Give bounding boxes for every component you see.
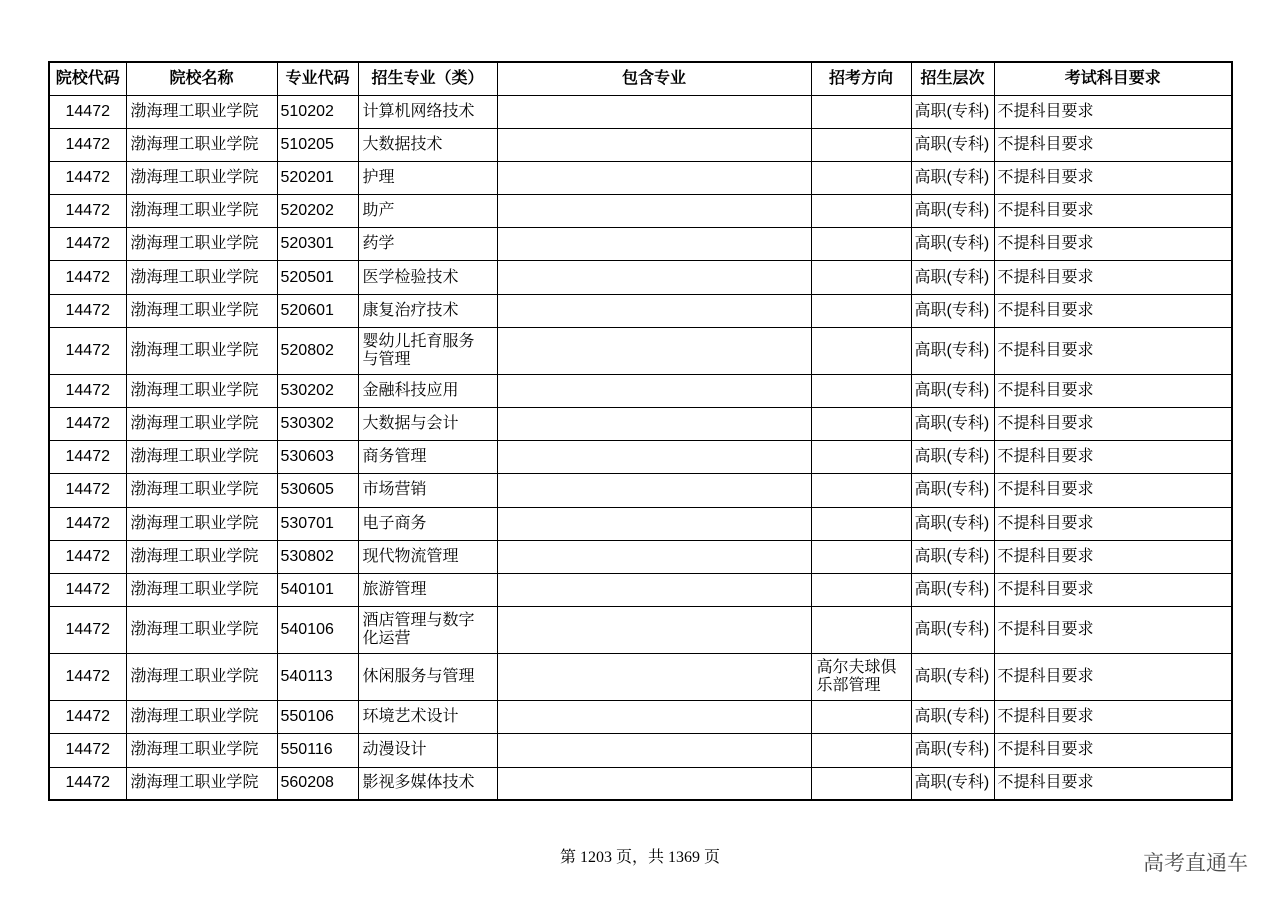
cell-major-code: 510205	[277, 128, 358, 161]
cell-level: 高职(专科)	[911, 507, 994, 540]
cell-major: 酒店管理与数字化运营	[358, 607, 497, 654]
cell-school-name: 渤海理工职业学院	[126, 607, 277, 654]
table-row	[49, 540, 1232, 573]
cell-major-code: 520501	[277, 261, 358, 294]
cell-included-majors	[497, 128, 811, 161]
cell-major: 现代物流管理	[358, 540, 497, 573]
cell-major-code: 520301	[277, 228, 358, 261]
cell-school-name: 渤海理工职业学院	[126, 654, 277, 701]
cell-major-code: 550116	[277, 734, 358, 767]
cell-included-majors	[497, 408, 811, 441]
header-school-code: 院校代码	[49, 62, 126, 95]
cell-included-majors	[497, 540, 811, 573]
cell-included-majors	[497, 294, 811, 327]
cell-major: 影视多媒体技术	[358, 767, 497, 800]
cell-direction	[811, 607, 911, 654]
cell-school-name: 渤海理工职业学院	[126, 507, 277, 540]
table-row	[49, 654, 1232, 701]
cell-direction	[811, 573, 911, 606]
cell-direction	[811, 95, 911, 128]
table-row	[49, 161, 1232, 194]
header-major-code: 专业代码	[277, 62, 358, 95]
cell-subject-requirement: 不提科目要求	[994, 540, 1232, 573]
cell-major: 康复治疗技术	[358, 294, 497, 327]
header-major: 招生专业（类）	[358, 62, 497, 95]
cell-subject-requirement: 不提科目要求	[994, 294, 1232, 327]
cell-school-code: 14472	[49, 374, 126, 407]
cell-major: 金融科技应用	[358, 374, 497, 407]
cell-major-code: 530603	[277, 441, 358, 474]
cell-included-majors	[497, 228, 811, 261]
cell-subject-requirement: 不提科目要求	[994, 654, 1232, 701]
cell-direction	[811, 734, 911, 767]
cell-school-code: 14472	[49, 507, 126, 540]
table-row	[49, 374, 1232, 407]
cell-major-code: 560208	[277, 767, 358, 800]
cell-school-name: 渤海理工职业学院	[126, 701, 277, 734]
cell-major: 电子商务	[358, 507, 497, 540]
table-body	[49, 95, 1232, 800]
cell-included-majors	[497, 374, 811, 407]
table-row	[49, 767, 1232, 800]
cell-subject-requirement: 不提科目要求	[994, 327, 1232, 374]
cell-subject-requirement: 不提科目要求	[994, 701, 1232, 734]
cell-direction	[811, 327, 911, 374]
cell-major-code: 540106	[277, 607, 358, 654]
cell-major: 药学	[358, 228, 497, 261]
table-row	[49, 128, 1232, 161]
cell-school-code: 14472	[49, 95, 126, 128]
cell-subject-requirement: 不提科目要求	[994, 161, 1232, 194]
cell-school-code: 14472	[49, 128, 126, 161]
table-header-row	[49, 62, 1232, 95]
cell-level: 高职(专科)	[911, 261, 994, 294]
cell-level: 高职(专科)	[911, 701, 994, 734]
cell-school-code: 14472	[49, 474, 126, 507]
cell-school-name: 渤海理工职业学院	[126, 540, 277, 573]
header-included-majors: 包含专业	[497, 62, 811, 95]
cell-level: 高职(专科)	[911, 408, 994, 441]
cell-direction	[811, 767, 911, 800]
cell-school-name: 渤海理工职业学院	[126, 474, 277, 507]
cell-direction	[811, 441, 911, 474]
cell-major: 计算机网络技术	[358, 95, 497, 128]
cell-direction	[811, 540, 911, 573]
cell-subject-requirement: 不提科目要求	[994, 374, 1232, 407]
cell-included-majors	[497, 161, 811, 194]
cell-direction	[811, 474, 911, 507]
cell-school-name: 渤海理工职业学院	[126, 374, 277, 407]
cell-included-majors	[497, 654, 811, 701]
cell-school-name: 渤海理工职业学院	[126, 195, 277, 228]
cell-direction	[811, 408, 911, 441]
cell-included-majors	[497, 701, 811, 734]
cell-included-majors	[497, 327, 811, 374]
cell-major-code: 520601	[277, 294, 358, 327]
header-level: 招生层次	[911, 62, 994, 95]
cell-included-majors	[497, 767, 811, 800]
cell-major: 市场营销	[358, 474, 497, 507]
table-row	[49, 507, 1232, 540]
cell-major-code: 530605	[277, 474, 358, 507]
cell-school-name: 渤海理工职业学院	[126, 734, 277, 767]
cell-school-name: 渤海理工职业学院	[126, 408, 277, 441]
cell-major: 助产	[358, 195, 497, 228]
table-row	[49, 607, 1232, 654]
cell-school-code: 14472	[49, 654, 126, 701]
cell-major: 商务管理	[358, 441, 497, 474]
cell-subject-requirement: 不提科目要求	[994, 767, 1232, 800]
cell-direction	[811, 228, 911, 261]
table-row	[49, 701, 1232, 734]
page-number: 第 1203 页，共 1369 页	[559, 849, 720, 866]
cell-major-code: 530802	[277, 540, 358, 573]
cell-direction	[811, 195, 911, 228]
cell-level: 高职(专科)	[911, 95, 994, 128]
cell-major-code: 520202	[277, 195, 358, 228]
cell-school-name: 渤海理工职业学院	[126, 228, 277, 261]
cell-school-name: 渤海理工职业学院	[126, 261, 277, 294]
cell-direction	[811, 294, 911, 327]
cell-major-code: 550106	[277, 701, 358, 734]
cell-included-majors	[497, 734, 811, 767]
cell-included-majors	[497, 507, 811, 540]
cell-level: 高职(专科)	[911, 161, 994, 194]
cell-subject-requirement: 不提科目要求	[994, 734, 1232, 767]
cell-school-code: 14472	[49, 261, 126, 294]
cell-major-code: 530302	[277, 408, 358, 441]
table-row	[49, 195, 1232, 228]
cell-major: 休闲服务与管理	[358, 654, 497, 701]
cell-major: 旅游管理	[358, 573, 497, 606]
cell-subject-requirement: 不提科目要求	[994, 408, 1232, 441]
cell-level: 高职(专科)	[911, 654, 994, 701]
table-row	[49, 408, 1232, 441]
cell-major: 护理	[358, 161, 497, 194]
cell-major-code: 520802	[277, 327, 358, 374]
cell-level: 高职(专科)	[911, 607, 994, 654]
table-row	[49, 734, 1232, 767]
cell-major: 大数据与会计	[358, 408, 497, 441]
cell-direction	[811, 128, 911, 161]
cell-school-code: 14472	[49, 540, 126, 573]
cell-level: 高职(专科)	[911, 573, 994, 606]
cell-major-code: 540101	[277, 573, 358, 606]
cell-level: 高职(专科)	[911, 540, 994, 573]
header-school-name: 院校名称	[126, 62, 277, 95]
cell-school-code: 14472	[49, 327, 126, 374]
cell-major-code: 520201	[277, 161, 358, 194]
cell-major-code: 510202	[277, 95, 358, 128]
cell-included-majors	[497, 474, 811, 507]
cell-subject-requirement: 不提科目要求	[994, 228, 1232, 261]
cell-major: 大数据技术	[358, 128, 497, 161]
cell-subject-requirement: 不提科目要求	[994, 507, 1232, 540]
table-row	[49, 327, 1232, 374]
cell-school-name: 渤海理工职业学院	[126, 294, 277, 327]
cell-direction: 高尔夫球俱乐部管理	[811, 654, 911, 701]
table-row	[49, 294, 1232, 327]
cell-school-name: 渤海理工职业学院	[126, 161, 277, 194]
cell-school-code: 14472	[49, 441, 126, 474]
cell-level: 高职(专科)	[911, 228, 994, 261]
cell-school-code: 14472	[49, 161, 126, 194]
cell-school-code: 14472	[49, 228, 126, 261]
watermark-text: 高考直通车	[1143, 852, 1248, 875]
cell-level: 高职(专科)	[911, 294, 994, 327]
cell-level: 高职(专科)	[911, 767, 994, 800]
cell-included-majors	[497, 607, 811, 654]
table-row	[49, 228, 1232, 261]
cell-level: 高职(专科)	[911, 374, 994, 407]
cell-level: 高职(专科)	[911, 128, 994, 161]
cell-school-name: 渤海理工职业学院	[126, 573, 277, 606]
cell-included-majors	[497, 441, 811, 474]
cell-included-majors	[497, 573, 811, 606]
cell-school-name: 渤海理工职业学院	[126, 767, 277, 800]
cell-school-code: 14472	[49, 573, 126, 606]
cell-subject-requirement: 不提科目要求	[994, 195, 1232, 228]
cell-direction	[811, 161, 911, 194]
cell-subject-requirement: 不提科目要求	[994, 128, 1232, 161]
cell-school-name: 渤海理工职业学院	[126, 327, 277, 374]
cell-subject-requirement: 不提科目要求	[994, 95, 1232, 128]
cell-subject-requirement: 不提科目要求	[994, 607, 1232, 654]
cell-level: 高职(专科)	[911, 195, 994, 228]
cell-school-code: 14472	[49, 195, 126, 228]
cell-direction	[811, 701, 911, 734]
cell-direction	[811, 374, 911, 407]
cell-major: 动漫设计	[358, 734, 497, 767]
admission-table	[48, 61, 1233, 801]
cell-major-code: 530202	[277, 374, 358, 407]
cell-included-majors	[497, 195, 811, 228]
cell-school-code: 14472	[49, 408, 126, 441]
cell-school-name: 渤海理工职业学院	[126, 95, 277, 128]
cell-subject-requirement: 不提科目要求	[994, 474, 1232, 507]
cell-subject-requirement: 不提科目要求	[994, 441, 1232, 474]
cell-school-code: 14472	[49, 294, 126, 327]
table-row	[49, 95, 1232, 128]
cell-major: 医学检验技术	[358, 261, 497, 294]
cell-included-majors	[497, 261, 811, 294]
table-row	[49, 573, 1232, 606]
cell-school-code: 14472	[49, 701, 126, 734]
cell-school-code: 14472	[49, 734, 126, 767]
cell-direction	[811, 507, 911, 540]
cell-level: 高职(专科)	[911, 474, 994, 507]
cell-level: 高职(专科)	[911, 327, 994, 374]
cell-major-code: 530701	[277, 507, 358, 540]
cell-school-code: 14472	[49, 607, 126, 654]
cell-subject-requirement: 不提科目要求	[994, 573, 1232, 606]
cell-level: 高职(专科)	[911, 441, 994, 474]
cell-included-majors	[497, 95, 811, 128]
cell-major: 婴幼儿托育服务与管理	[358, 327, 497, 374]
header-direction: 招考方向	[811, 62, 911, 95]
cell-subject-requirement: 不提科目要求	[994, 261, 1232, 294]
cell-major: 环境艺术设计	[358, 701, 497, 734]
cell-direction	[811, 261, 911, 294]
header-subject-requirement: 考试科目要求	[994, 62, 1232, 95]
table-row	[49, 441, 1232, 474]
cell-major-code: 540113	[277, 654, 358, 701]
table-row	[49, 474, 1232, 507]
cell-school-code: 14472	[49, 767, 126, 800]
table-row	[49, 261, 1232, 294]
cell-school-name: 渤海理工职业学院	[126, 441, 277, 474]
cell-school-name: 渤海理工职业学院	[126, 128, 277, 161]
cell-level: 高职(专科)	[911, 734, 994, 767]
